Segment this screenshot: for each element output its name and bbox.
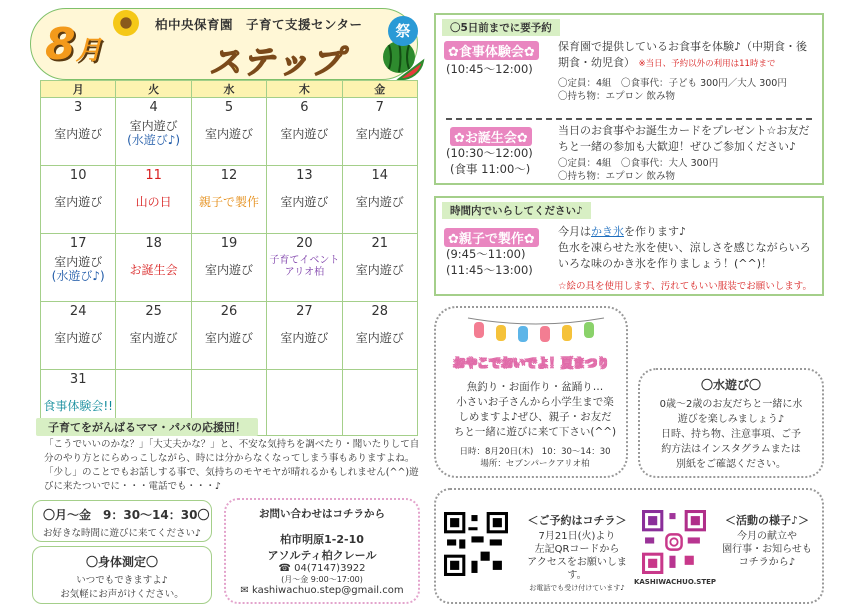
day-number: 27 bbox=[296, 304, 313, 319]
day-number: 24 bbox=[69, 304, 87, 319]
reservation-line3: アクセスをお願いします。 bbox=[527, 557, 627, 581]
contact-address-line1: 柏市明原1-2-10 bbox=[280, 533, 364, 546]
calendar-day-cell bbox=[116, 98, 191, 166]
calendar-day-cell bbox=[342, 234, 417, 302]
calendar-day-cell bbox=[41, 166, 116, 234]
support-section bbox=[30, 418, 424, 496]
birthday-event-title: ✿お誕生会✿ bbox=[450, 127, 532, 146]
water-line2: 遊びを楽しみましょう♪ bbox=[677, 414, 785, 425]
activity-line1: 今月の献立や bbox=[737, 531, 797, 542]
day-activity: 室内遊び bbox=[54, 255, 103, 269]
instagram-qr-code[interactable] bbox=[642, 510, 706, 574]
calendar-week-row bbox=[41, 234, 418, 302]
reservation-line1: 7月21日(火)より bbox=[538, 531, 616, 542]
festival-line4: ちと一緒に遊びに来て下さい(^^) bbox=[453, 426, 617, 438]
day-number: 13 bbox=[296, 168, 313, 183]
day-number: 6 bbox=[300, 100, 309, 115]
day-number: 31 bbox=[69, 372, 87, 387]
calendar-day-cell bbox=[191, 302, 266, 370]
calendar-week-row bbox=[41, 98, 418, 166]
meal-desc-line2 bbox=[558, 55, 807, 72]
activity-line3: コチラから♪ bbox=[738, 557, 796, 568]
day-number: 17 bbox=[69, 236, 87, 251]
meal-desc-line2-text: 期食・幼児食） bbox=[558, 56, 635, 69]
calendar-day-cell bbox=[191, 166, 266, 234]
measurement-line2: お気軽にお声がけください。 bbox=[60, 589, 184, 600]
water-line3: 日時、持ち物、注意事項、ご予 bbox=[661, 429, 801, 440]
month-label bbox=[45, 19, 102, 70]
water-play-text bbox=[652, 397, 810, 472]
contact-phone-hours: (月～金 9:00～17:00) bbox=[281, 575, 363, 584]
birthday-event-time: (10:30～12:00) bbox=[446, 146, 533, 160]
day-number: 19 bbox=[220, 236, 238, 251]
meal-capacity: 〇定員：4組 〇食事代：子ども 300円／大人 300円 bbox=[558, 78, 787, 89]
craft-desc-line1 bbox=[558, 224, 811, 240]
craft-time-2: (11:45～13:00) bbox=[446, 263, 533, 277]
contact-box bbox=[224, 498, 420, 604]
water-line1: 0歳～2歳のお友だちと一緒に水 bbox=[659, 399, 803, 410]
day-activity: 室内遊び bbox=[54, 127, 103, 141]
water-play-box bbox=[638, 368, 824, 478]
calendar-day-cell bbox=[342, 166, 417, 234]
day-activity: 室内遊び bbox=[204, 331, 253, 345]
calendar-day-cell bbox=[116, 234, 191, 302]
calendar-day-cell bbox=[342, 98, 417, 166]
divider bbox=[446, 118, 812, 120]
day-number: 11 bbox=[145, 168, 162, 183]
day-activity: 室内遊び bbox=[280, 127, 329, 141]
craft-desc-pre: 今月は bbox=[558, 225, 591, 238]
day-number: 12 bbox=[220, 168, 238, 183]
reservation-info bbox=[518, 514, 636, 595]
day-activity: 室内遊び bbox=[280, 331, 329, 345]
calendar-week-row bbox=[41, 166, 418, 234]
water-play-title: 〇水遊び〇 bbox=[700, 378, 761, 392]
craft-tag: 時間内でいらしてください♪ bbox=[442, 202, 591, 219]
festival-description bbox=[450, 380, 620, 440]
calendar-day-cell bbox=[41, 234, 116, 302]
festival-date: 日時：8月20日(木) 10：30～14：30 bbox=[459, 447, 611, 457]
measurement-line1: いつでもできますよ♪ bbox=[76, 575, 168, 586]
meal-event-title: ✿食事体験会✿ bbox=[444, 41, 539, 60]
day-number: 14 bbox=[371, 168, 389, 183]
day-number: 26 bbox=[220, 304, 238, 319]
open-hours-note: お好きな時間に遊びに来てください♪ bbox=[43, 528, 202, 539]
day-activity-sub: (水遊び♪) bbox=[127, 133, 181, 147]
meal-event-info bbox=[558, 77, 787, 103]
festival-line2: 小さいお子さんから小学生まで楽 bbox=[456, 396, 614, 408]
day-activity-sub: (水遊び♪) bbox=[51, 269, 105, 283]
calendar-day-cell bbox=[267, 234, 342, 302]
reservation-qr-code[interactable] bbox=[444, 512, 508, 576]
weekday-mon: 月 bbox=[41, 81, 116, 98]
festival-info bbox=[450, 446, 620, 470]
day-number: 5 bbox=[224, 100, 234, 115]
calendar-weekday-row bbox=[41, 81, 418, 98]
month-number: 8 bbox=[45, 19, 76, 70]
craft-desc-line3: いろな味のかき氷を作りましょう！(^^)！ bbox=[558, 257, 773, 270]
reservation-phone-note: お電話でも受け付けています♪ bbox=[529, 584, 625, 592]
birthday-desc-line1: 当日のお食事やお誕生カードをプレゼント☆お友だ bbox=[558, 124, 810, 137]
birthday-meal-time: (食事 11:00～) bbox=[450, 162, 531, 176]
calendar-day-cell bbox=[116, 302, 191, 370]
newsletter-title: ステップ bbox=[209, 43, 345, 81]
day-number: 3 bbox=[74, 100, 83, 115]
festival-line1: 魚釣り・お面作り・盆踊り… bbox=[466, 381, 604, 393]
day-activity: 室内遊び bbox=[355, 195, 404, 209]
day-activity: お誕生会 bbox=[129, 263, 178, 277]
summer-festival-box bbox=[434, 306, 628, 478]
day-activity: 食事体験会!! bbox=[43, 399, 113, 413]
calendar-day-cell bbox=[191, 98, 266, 166]
month-kanji: 月 bbox=[75, 36, 102, 66]
qr-links-box bbox=[434, 488, 824, 604]
instagram-handle: KASHIWACHUO.STEP bbox=[633, 578, 717, 586]
day-activity: 室内遊び bbox=[355, 331, 404, 345]
day-activity: 親子で製作 bbox=[198, 195, 259, 209]
day-activity: 室内遊び bbox=[204, 127, 253, 141]
header-banner bbox=[30, 8, 418, 80]
festival-badge: 祭 bbox=[388, 16, 418, 46]
day-activity: 室内遊び bbox=[129, 331, 178, 345]
craft-event-desc bbox=[558, 224, 811, 272]
contact-heading: お問い合わせはコチラから bbox=[259, 508, 385, 520]
support-title: 子育てをがんばるママ・パパの応援団！ bbox=[36, 418, 258, 436]
craft-desc-highlight: かき氷 bbox=[591, 225, 624, 238]
day-number: 4 bbox=[149, 100, 158, 115]
reservation-heading: ＜ご予約はコチラ＞ bbox=[527, 514, 627, 527]
festival-title: おやこでおいでよ！夏まつり bbox=[452, 356, 609, 370]
calendar-day-cell bbox=[191, 234, 266, 302]
organization-name: 柏中央保育園 子育て支援センター bbox=[155, 17, 363, 32]
meal-event-time: (10:45～12:00) bbox=[446, 62, 533, 76]
activity-heading: ＜活動の様子♪＞ bbox=[724, 514, 810, 527]
calendar-day-cell bbox=[116, 166, 191, 234]
calendar-day-cell bbox=[41, 302, 116, 370]
measurement-title: 〇身体測定〇 bbox=[85, 555, 158, 569]
craft-note: ☆絵の具を使用します、汚れてもいい服装でお願いします。 bbox=[558, 281, 812, 292]
day-number: 18 bbox=[145, 236, 162, 251]
calendar-table bbox=[40, 80, 418, 436]
sunflower-icon bbox=[113, 10, 139, 36]
day-activity: 室内遊び bbox=[204, 263, 253, 277]
calendar-day-cell bbox=[342, 302, 417, 370]
birthday-bring: 〇持ち物：エプロン 飲み物 bbox=[558, 171, 676, 182]
contact-phone[interactable]: ☎ 04(7147)3922 bbox=[278, 563, 366, 574]
meal-bring: 〇持ち物：エプロン 飲み物 bbox=[558, 91, 676, 102]
measurement-box bbox=[32, 546, 212, 604]
calendar-week-row bbox=[41, 302, 418, 370]
weekday-thu: 木 bbox=[267, 81, 342, 98]
support-text: 「こうでいいのかな？」「大丈夫かな？」と、不安な気持ちを調べたり・聞いたりして自分のやり方とにらめっこしながら、時には分からなくなってしまう事もありますよね。「少し」のことでもお話しする事で、気持ちのモヤモヤが晴れるかもしれません(^^)遊びに来たついでに・・・電話でも・・・♪ bbox=[44, 439, 420, 492]
reservation-events-box bbox=[434, 13, 824, 185]
reservation-line2: 左記QRコードから bbox=[534, 544, 620, 555]
meal-event-desc bbox=[558, 39, 807, 72]
craft-event-box bbox=[434, 196, 824, 296]
water-line5: 別紙をご確認ください。 bbox=[676, 459, 786, 470]
festival-place: 場所：セブンパークアリオ柏 bbox=[480, 459, 590, 469]
day-activity: 室内遊び bbox=[129, 119, 178, 133]
weekday-fri: 金 bbox=[342, 81, 417, 98]
birthday-event-desc bbox=[558, 123, 809, 155]
calendar-day-cell bbox=[267, 302, 342, 370]
meal-desc-line1: 保育園で提供しているお食事を体験♪（中期食・後 bbox=[558, 40, 808, 53]
day-activity: 室内遊び bbox=[355, 127, 404, 141]
open-hours: 〇月～金 9：30～14：30〇 bbox=[43, 508, 210, 522]
craft-desc-line2: 色水を凍らせた氷を使い、涼しさを感じながらいろ bbox=[558, 241, 811, 254]
birthday-capacity: 〇定員：4組 〇食事代：大人 300円 bbox=[558, 158, 719, 169]
activity-info bbox=[712, 514, 822, 569]
craft-event-title: ✿親子で製作✿ bbox=[444, 228, 539, 247]
day-number: 7 bbox=[375, 100, 384, 115]
activity-line2: 園行事・お知らせも bbox=[722, 544, 812, 555]
day-number: 21 bbox=[371, 236, 389, 251]
day-number: 25 bbox=[145, 304, 162, 319]
holiday-label: 山の日 bbox=[135, 195, 172, 209]
day-activity: 室内遊び bbox=[54, 331, 103, 345]
day-activity: 室内遊び bbox=[280, 195, 329, 209]
weekday-tue: 火 bbox=[116, 81, 191, 98]
day-activity: 室内遊び bbox=[355, 263, 404, 277]
contact-address-line2: アソルティ柏クレール bbox=[267, 549, 377, 562]
open-hours-box bbox=[32, 500, 212, 542]
day-activity-sub: アリオ柏 bbox=[284, 267, 325, 278]
day-activity: 子育てイベント bbox=[269, 255, 340, 266]
day-number: 20 bbox=[296, 236, 313, 251]
calendar-day-cell bbox=[267, 98, 342, 166]
craft-time-1: (9:45～11:00) bbox=[446, 247, 526, 261]
birthday-event-info bbox=[558, 157, 718, 183]
calendar-day-cell bbox=[41, 98, 116, 166]
lantern-garland-icon bbox=[466, 314, 606, 344]
day-number: 28 bbox=[371, 304, 389, 319]
day-activity: 室内遊び bbox=[54, 195, 103, 209]
reservation-tag: 〇5日前までに要予約 bbox=[442, 19, 560, 36]
festival-line3: しめますよ♪ぜひ、親子・お友だ bbox=[458, 411, 612, 423]
weekday-wed: 水 bbox=[191, 81, 266, 98]
water-line4: 約方法はインスタグラムまたは bbox=[661, 444, 801, 455]
meal-note: ※当日、予約以外の利用は11時まで bbox=[638, 59, 776, 69]
day-number: 10 bbox=[69, 168, 87, 183]
birthday-desc-line2: ちと一緒の参加も大歓迎！ぜひご参加ください♪ bbox=[558, 140, 797, 153]
craft-desc-post: を作ります♪ bbox=[624, 225, 687, 238]
calendar-day-cell bbox=[267, 166, 342, 234]
contact-email[interactable]: ✉ kashiwachuo.step@gmail.com bbox=[240, 585, 404, 596]
